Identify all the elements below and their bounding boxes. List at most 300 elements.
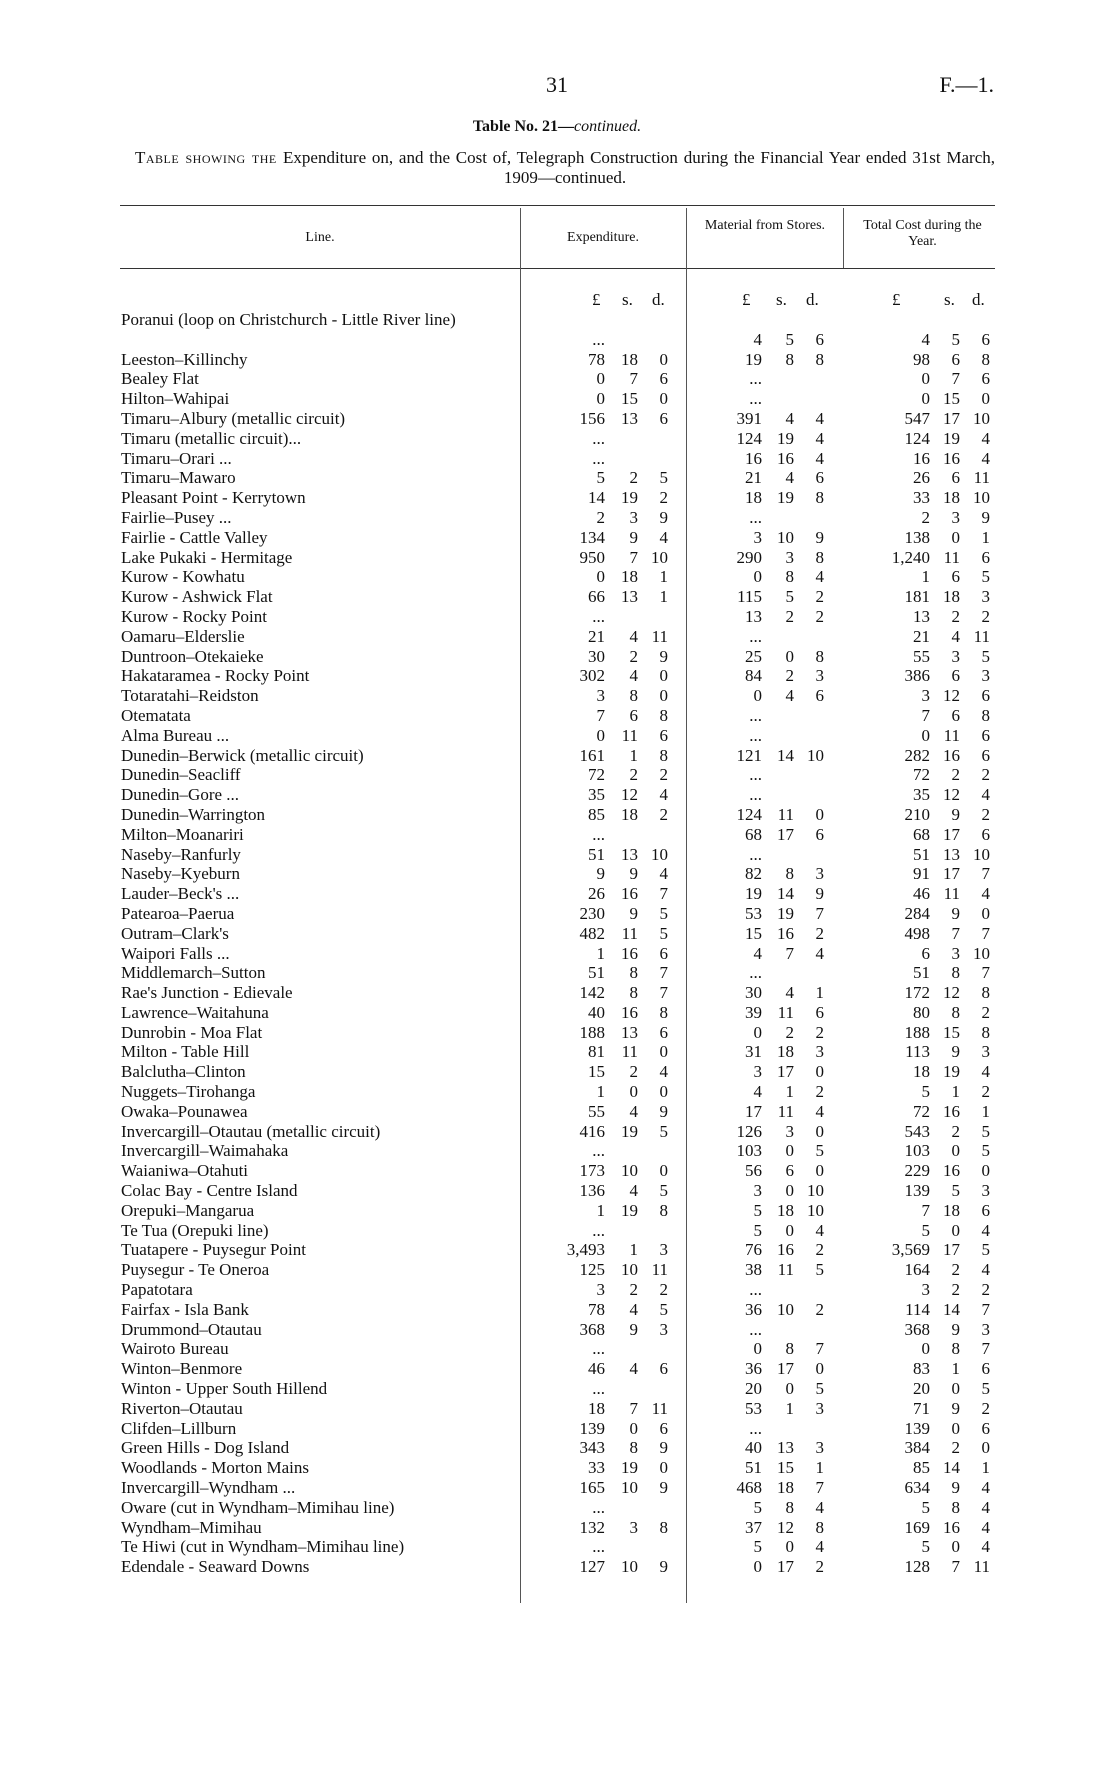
exp-shillings-cell: 1 — [629, 745, 638, 765]
mat-pounds-cell: 82 — [745, 864, 762, 884]
table-row — [0, 488, 1114, 508]
mat-pence-cell: 4 — [815, 448, 824, 468]
mat-pence-cell: 10 — [807, 745, 824, 765]
line-name: Dunedin–Gore ... — [121, 785, 240, 805]
tot-pounds-cell: 0 — [921, 1339, 930, 1359]
mat-shillings-cell: 8 — [785, 567, 794, 587]
mat-pounds-cell: 76 — [745, 1240, 762, 1260]
table-row — [0, 1339, 1114, 1359]
mat-pounds-cell: ... — [749, 369, 762, 389]
tot-pounds-cell: 114 — [905, 1299, 930, 1319]
tot-pounds-cell: 0 — [921, 369, 930, 389]
mat-pounds-cell: ... — [749, 1280, 762, 1300]
table-number-suffix: continued. — [574, 118, 642, 135]
tot-pounds-cell: 85 — [913, 1458, 930, 1478]
line-name: Duntroon–Otekaieke — [121, 646, 264, 666]
mat-pounds-cell: 124 — [736, 804, 762, 824]
table-row — [0, 686, 1114, 706]
exp-pounds-cell: 30 — [588, 646, 605, 666]
mat-shillings-cell: 10 — [777, 1299, 794, 1319]
exp-shillings-cell: 16 — [621, 1002, 638, 1022]
exp-pounds-cell: 2 — [596, 507, 605, 527]
tot-pence-cell: 4 — [981, 1478, 990, 1498]
exp-pounds-cell: ... — [592, 329, 605, 349]
table-row — [0, 409, 1114, 429]
tot-shillings-cell: 1 — [951, 1359, 960, 1379]
mat-shillings-cell: 5 — [785, 329, 794, 349]
line-name: Waianiwa–Otahuti — [121, 1161, 249, 1181]
exp-pence-cell: 5 — [659, 1121, 668, 1141]
tot-pence-cell: 8 — [981, 1022, 990, 1042]
exp-pence-cell: 8 — [659, 745, 668, 765]
table-row — [0, 1201, 1114, 1221]
table-row — [0, 508, 1114, 528]
tot-shillings-cell: 5 — [951, 1181, 960, 1201]
tot-pounds-cell: 210 — [904, 804, 930, 824]
table-row — [0, 449, 1114, 469]
mat-shillings-cell: 3 — [785, 547, 794, 567]
mat-pence-cell: 2 — [815, 1240, 824, 1260]
table-row — [0, 785, 1114, 805]
exp-shillings-cell: 4 — [629, 626, 638, 646]
table-row — [0, 1438, 1114, 1458]
exp-pence-cell: 3 — [659, 1319, 668, 1339]
tot-pence-cell: 7 — [981, 864, 990, 884]
tot-shillings-cell: 6 — [951, 468, 960, 488]
exp-pence-cell: 9 — [659, 646, 668, 666]
mat-pounds-cell: 39 — [745, 1002, 762, 1022]
table-row — [0, 548, 1114, 568]
exp-pounds-cell: 1 — [596, 943, 605, 963]
tot-shillings-cell: 7 — [951, 369, 960, 389]
exp-shillings-cell: 8 — [629, 983, 638, 1003]
exp-pence-cell: 10 — [651, 844, 668, 864]
tot-shillings-cell: 4 — [951, 626, 960, 646]
tot-pounds-cell: 113 — [905, 1042, 930, 1062]
exp-shillings-cell: 13 — [621, 587, 638, 607]
exp-pence-cell: 6 — [659, 943, 668, 963]
tot-shillings-cell: 8 — [951, 963, 960, 983]
exp-pounds-cell: 134 — [579, 527, 605, 547]
mat-pence-cell: 8 — [815, 349, 824, 369]
tot-pounds-cell: 169 — [904, 1517, 930, 1537]
exp-pounds-cell: ... — [592, 1497, 605, 1517]
mat-shillings-cell: 17 — [777, 1062, 794, 1082]
table-row — [0, 1003, 1114, 1023]
exp-pence-cell: 3 — [659, 1240, 668, 1260]
mat-shillings-cell: 4 — [785, 983, 794, 1003]
mat-shillings-cell: 2 — [785, 1022, 794, 1042]
mat-pounds-cell: 0 — [753, 567, 762, 587]
mat-shillings-cell: 2 — [785, 606, 794, 626]
mat-pence-cell: 0 — [815, 1161, 824, 1181]
tot-pence-cell: 4 — [981, 1220, 990, 1240]
tot-shillings-cell: 18 — [943, 587, 960, 607]
exp-shillings-cell: 8 — [629, 1438, 638, 1458]
tot-pounds-cell: 138 — [904, 527, 930, 547]
tot-pence-cell: 4 — [981, 785, 990, 805]
mat-pence-cell: 4 — [815, 408, 824, 428]
exp-pence-cell: 2 — [659, 804, 668, 824]
tot-shillings-cell: 18 — [943, 488, 960, 508]
mat-shillings-cell: 18 — [777, 1478, 794, 1498]
tot-pounds-cell: 128 — [904, 1557, 930, 1577]
line-name: Pleasant Point - Kerrytown — [121, 488, 306, 508]
mat-shillings-cell: 8 — [785, 1339, 794, 1359]
exp-pence-cell: 4 — [659, 864, 668, 884]
mat-pounds-cell: 18 — [745, 488, 762, 508]
line-name: Alma Bureau ... — [121, 725, 230, 745]
line-name: Dunedin–Berwick (metallic circuit) — [121, 745, 364, 765]
tot-pounds-cell: 0 — [921, 389, 930, 409]
tot-pence-unit: d. — [972, 290, 985, 309]
header-material: Material from Stores. — [704, 218, 826, 233]
table-row — [0, 765, 1114, 785]
exp-pence-cell: 6 — [659, 1022, 668, 1042]
mat-shillings-cell: 11 — [777, 1260, 794, 1280]
tot-pence-cell: 4 — [981, 1517, 990, 1537]
line-name: Waipori Falls ... — [121, 943, 230, 963]
mat-pounds-cell: ... — [749, 626, 762, 646]
line-name: Green Hills - Dog Island — [121, 1438, 290, 1458]
mat-pounds-cell: 51 — [745, 1458, 762, 1478]
table-row — [0, 1240, 1114, 1260]
mat-shillings-cell: 8 — [785, 864, 794, 884]
exp-pounds-cell: 127 — [579, 1557, 605, 1577]
mat-pence-cell: 10 — [807, 1181, 824, 1201]
mat-pence-cell: 10 — [807, 1200, 824, 1220]
exp-pounds-cell: 26 — [588, 884, 605, 904]
mat-shillings-cell: 0 — [785, 1141, 794, 1161]
tot-pounds-cell: 20 — [913, 1379, 930, 1399]
exp-pounds-cell: 7 — [596, 705, 605, 725]
header-expenditure: Expenditure. — [567, 230, 639, 245]
mat-pence-cell: 6 — [815, 1002, 824, 1022]
mat-shillings-cell: 2 — [785, 666, 794, 686]
tot-pounds-cell: 3 — [921, 1280, 930, 1300]
exp-shillings-cell: 19 — [621, 488, 638, 508]
exp-pounds-cell: 343 — [579, 1438, 605, 1458]
exp-pounds-cell: ... — [592, 448, 605, 468]
line-name: Te Hiwi (cut in Wyndham–Mimihau line) — [121, 1537, 405, 1557]
table-row — [0, 1023, 1114, 1043]
tot-pence-cell: 0 — [981, 1438, 990, 1458]
tot-shillings-cell: 0 — [951, 1141, 960, 1161]
mat-pounds-cell: 5 — [753, 1220, 762, 1240]
line-name: Hilton–Wahipai — [121, 389, 230, 409]
tot-shillings-cell: 6 — [951, 666, 960, 686]
tot-pence-cell: 4 — [981, 1260, 990, 1280]
mat-pence-cell: 2 — [815, 606, 824, 626]
tot-pence-cell: 4 — [981, 1537, 990, 1557]
line-name: Colac Bay - Centre Island — [121, 1181, 298, 1201]
exp-pence-cell: 8 — [659, 1200, 668, 1220]
table-number-label: Table No. 21— — [472, 118, 575, 135]
mat-shillings-cell: 18 — [777, 1042, 794, 1062]
tot-pence-cell: 5 — [981, 1240, 990, 1260]
exp-shillings-cell: 18 — [621, 804, 638, 824]
exp-pounds-cell: 51 — [588, 963, 605, 983]
table-row — [0, 845, 1114, 865]
mat-pence-cell: 9 — [815, 527, 824, 547]
exp-pounds-cell: 3,493 — [566, 1240, 605, 1260]
exp-pounds-cell: 81 — [588, 1042, 605, 1062]
tot-pence-cell: 4 — [981, 1497, 990, 1517]
mat-pence-cell: 1 — [815, 1458, 824, 1478]
tot-shillings-cell: 16 — [943, 1101, 960, 1121]
table-row — [0, 1102, 1114, 1122]
mat-pence-cell: 0 — [815, 1062, 824, 1082]
line-name: Lawrence–Waitahuna — [121, 1002, 269, 1022]
table-row — [0, 1320, 1114, 1340]
line-name: Milton - Table Hill — [121, 1042, 250, 1062]
exp-pounds-cell: 156 — [579, 408, 605, 428]
tot-shilling-unit: s. — [944, 290, 955, 309]
mat-pounds-cell: 19 — [745, 349, 762, 369]
tot-shillings-cell: 2 — [951, 1260, 960, 1280]
tot-pence-cell: 4 — [981, 428, 990, 448]
line-name: Bealey Flat — [121, 369, 199, 389]
line-name: Otematata — [121, 705, 191, 725]
tot-shillings-cell: 0 — [951, 1418, 960, 1438]
exp-shillings-cell: 13 — [621, 408, 638, 428]
tot-pence-cell: 3 — [981, 1319, 990, 1339]
tot-pence-cell: 0 — [981, 903, 990, 923]
mat-shillings-cell: 17 — [777, 824, 794, 844]
exp-pence-cell: 11 — [651, 1398, 668, 1418]
tot-shillings-cell: 2 — [951, 1121, 960, 1141]
tot-pounds-cell: 46 — [913, 884, 930, 904]
exp-pounds-cell: ... — [592, 1537, 605, 1557]
exp-pence-cell: 8 — [659, 705, 668, 725]
tot-pounds-cell: 139 — [904, 1181, 930, 1201]
exp-pence-cell: 0 — [659, 1042, 668, 1062]
line-name: Fairlie–Pusey ... — [121, 507, 232, 527]
table-row — [0, 528, 1114, 548]
exp-shillings-cell: 9 — [629, 1319, 638, 1339]
header-total: Total Cost during the Year. — [863, 218, 982, 249]
mat-shillings-cell: 3 — [785, 1121, 794, 1141]
exp-shillings-cell: 1 — [629, 1240, 638, 1260]
exp-pence-cell: 9 — [659, 1101, 668, 1121]
tot-pence-cell: 2 — [981, 765, 990, 785]
tot-pence-cell: 4 — [981, 884, 990, 904]
tot-shillings-cell: 19 — [943, 1062, 960, 1082]
tot-pence-cell: 6 — [981, 725, 990, 745]
exp-pounds-cell: 51 — [588, 844, 605, 864]
tot-pence-cell: 7 — [981, 923, 990, 943]
table-row — [0, 1359, 1114, 1379]
table-row — [0, 647, 1114, 667]
mat-shillings-cell: 1 — [785, 1398, 794, 1418]
exp-pence-cell: 6 — [659, 1359, 668, 1379]
line-name: Timaru–Orari ... — [121, 448, 232, 468]
table-row — [0, 884, 1114, 904]
tot-shillings-cell: 17 — [943, 864, 960, 884]
mat-pence-cell: 4 — [815, 1497, 824, 1517]
tot-shillings-cell: 2 — [951, 1280, 960, 1300]
table-row — [0, 1141, 1114, 1161]
tot-pounds-cell: 103 — [904, 1141, 930, 1161]
mat-pounds-cell: 115 — [737, 587, 762, 607]
tot-shillings-cell: 2 — [951, 765, 960, 785]
tot-pounds-cell: 5 — [921, 1220, 930, 1240]
exp-pounds-cell: 1 — [596, 1082, 605, 1102]
mat-shillings-cell: 4 — [785, 686, 794, 706]
tot-pence-cell: 11 — [973, 1557, 990, 1577]
tot-pounds-cell: 72 — [913, 765, 930, 785]
exp-pounds-cell: 165 — [579, 1478, 605, 1498]
tot-pence-cell: 8 — [981, 705, 990, 725]
exp-pounds-cell: 0 — [596, 725, 605, 745]
exp-pence-cell: 2 — [659, 1280, 668, 1300]
line-name: Oamaru–Elderslie — [121, 626, 245, 646]
tot-shillings-cell: 16 — [943, 1161, 960, 1181]
tot-pence-cell: 6 — [981, 686, 990, 706]
tot-pence-cell: 6 — [981, 1200, 990, 1220]
tot-pence-cell: 2 — [981, 1398, 990, 1418]
mat-pounds-cell: ... — [749, 389, 762, 409]
line-name: Fairlie - Cattle Valley — [121, 527, 268, 547]
mat-pence-cell: 8 — [815, 646, 824, 666]
mat-pounds-cell: 121 — [736, 745, 762, 765]
exp-shillings-cell: 19 — [621, 1200, 638, 1220]
line-name: Riverton–Otautau — [121, 1398, 243, 1418]
line-name: Dunrobin - Moa Flat — [121, 1022, 263, 1042]
tot-pounds-cell: 72 — [913, 1101, 930, 1121]
mat-shillings-cell: 11 — [777, 1101, 794, 1121]
exp-shillings-cell: 15 — [621, 389, 638, 409]
mat-pounds-cell: ... — [749, 844, 762, 864]
tot-shillings-cell: 0 — [951, 1379, 960, 1399]
exp-shillings-cell: 11 — [621, 923, 638, 943]
tot-shillings-cell: 12 — [943, 785, 960, 805]
tot-pence-cell: 11 — [973, 626, 990, 646]
tot-shillings-cell: 19 — [943, 428, 960, 448]
exp-pounds-cell: 40 — [588, 1002, 605, 1022]
line-name: Wairoto Bureau — [121, 1339, 229, 1359]
tot-pounds-cell: 384 — [904, 1438, 930, 1458]
table-row — [0, 944, 1114, 964]
table-row — [0, 706, 1114, 726]
tot-pounds-cell: 5 — [921, 1497, 930, 1517]
exp-pounds-cell: 14 — [588, 488, 605, 508]
table-row — [0, 1082, 1114, 1102]
mat-shillings-cell: 6 — [785, 1161, 794, 1181]
tot-shillings-cell: 0 — [951, 527, 960, 547]
mat-pence-cell: 6 — [815, 824, 824, 844]
exp-pounds-cell: 1 — [596, 1200, 605, 1220]
mat-pounds-cell: 16 — [745, 448, 762, 468]
line-name: Clifden–Lillburn — [121, 1418, 237, 1438]
exp-pounds-cell: 33 — [588, 1458, 605, 1478]
line-name: Dunedin–Warrington — [121, 804, 266, 824]
exp-shillings-cell: 2 — [629, 1280, 638, 1300]
exp-pence-cell: 4 — [659, 785, 668, 805]
exp-pence-cell: 9 — [659, 1438, 668, 1458]
mat-pounds-cell: 15 — [745, 923, 762, 943]
table-row — [0, 429, 1114, 449]
exp-pounds-cell: 136 — [579, 1181, 605, 1201]
exp-shillings-cell: 4 — [629, 1101, 638, 1121]
line-name: Hakataramea - Rocky Point — [121, 666, 310, 686]
mat-pence-cell: 8 — [815, 547, 824, 567]
table-row — [0, 1458, 1114, 1478]
exp-pence-cell: 6 — [659, 1418, 668, 1438]
mat-shillings-cell: 7 — [785, 943, 794, 963]
mat-shillings-cell: 0 — [785, 1220, 794, 1240]
exp-pence-cell: 5 — [659, 1181, 668, 1201]
tot-pounds-cell: 33 — [913, 488, 930, 508]
tot-pounds-cell: 172 — [904, 983, 930, 1003]
page-number: 31 — [546, 72, 568, 97]
mat-pence-cell: 4 — [815, 428, 824, 448]
exp-shillings-cell: 9 — [629, 903, 638, 923]
tot-pence-cell: 6 — [981, 824, 990, 844]
mat-pounds-cell: 3 — [753, 527, 762, 547]
mat-pounds-cell: 103 — [736, 1141, 762, 1161]
table-row — [0, 1300, 1114, 1320]
tot-pounds-cell: 282 — [904, 745, 930, 765]
tot-pounds-cell: 368 — [904, 1319, 930, 1339]
tot-pence-cell: 6 — [981, 329, 990, 349]
tot-pounds-cell: 80 — [913, 1002, 930, 1022]
table-row — [0, 310, 1114, 350]
mat-shillings-cell: 18 — [777, 1200, 794, 1220]
tot-pounds-cell: 98 — [913, 349, 930, 369]
exp-pence-cell: 9 — [659, 1478, 668, 1498]
line-name: Papatotara — [121, 1280, 193, 1300]
mat-pounds-cell: ... — [749, 1319, 762, 1339]
exp-shillings-cell: 18 — [621, 349, 638, 369]
mat-pounds-cell: 36 — [745, 1299, 762, 1319]
mat-pence-cell: 0 — [815, 1121, 824, 1141]
tot-pence-cell: 3 — [981, 1181, 990, 1201]
exp-shillings-cell: 10 — [621, 1260, 638, 1280]
tot-shillings-cell: 0 — [951, 1220, 960, 1240]
line-name: Patearoa–Paerua — [121, 903, 235, 923]
tot-shillings-cell: 3 — [951, 943, 960, 963]
tot-shillings-cell: 9 — [951, 1042, 960, 1062]
mat-pounds-cell: 25 — [745, 646, 762, 666]
exp-pounds-cell: 0 — [596, 369, 605, 389]
tot-pounds-cell: 139 — [904, 1418, 930, 1438]
table-caption — [135, 148, 995, 188]
exp-shillings-cell: 10 — [621, 1161, 638, 1181]
tot-pounds-cell: 26 — [913, 468, 930, 488]
table-body — [0, 310, 1114, 1577]
mat-pounds-cell: ... — [749, 725, 762, 745]
mat-pence-cell: 7 — [815, 1478, 824, 1498]
exp-pence-cell: 0 — [659, 666, 668, 686]
line-name: Orepuki–Mangarua — [121, 1200, 255, 1220]
exp-pence-cell: 1 — [659, 567, 668, 587]
line-name: Nuggets–Tirohanga — [121, 1082, 256, 1102]
tot-shillings-cell: 9 — [951, 804, 960, 824]
exp-pence-cell: 8 — [659, 1517, 668, 1537]
exp-pounds-cell: 0 — [596, 389, 605, 409]
tot-pounds-cell: 386 — [904, 666, 930, 686]
tot-pounds-cell: 18 — [913, 1062, 930, 1082]
exp-pence-cell: 1 — [659, 587, 668, 607]
table-row — [0, 1062, 1114, 1082]
exp-shillings-cell: 16 — [621, 943, 638, 963]
tot-shillings-cell: 11 — [943, 725, 960, 745]
mat-pounds-cell: 20 — [745, 1379, 762, 1399]
exp-pence-cell: 11 — [651, 626, 668, 646]
line-name: Puysegur - Te Oneroa — [121, 1260, 270, 1280]
table-row — [0, 1478, 1114, 1498]
